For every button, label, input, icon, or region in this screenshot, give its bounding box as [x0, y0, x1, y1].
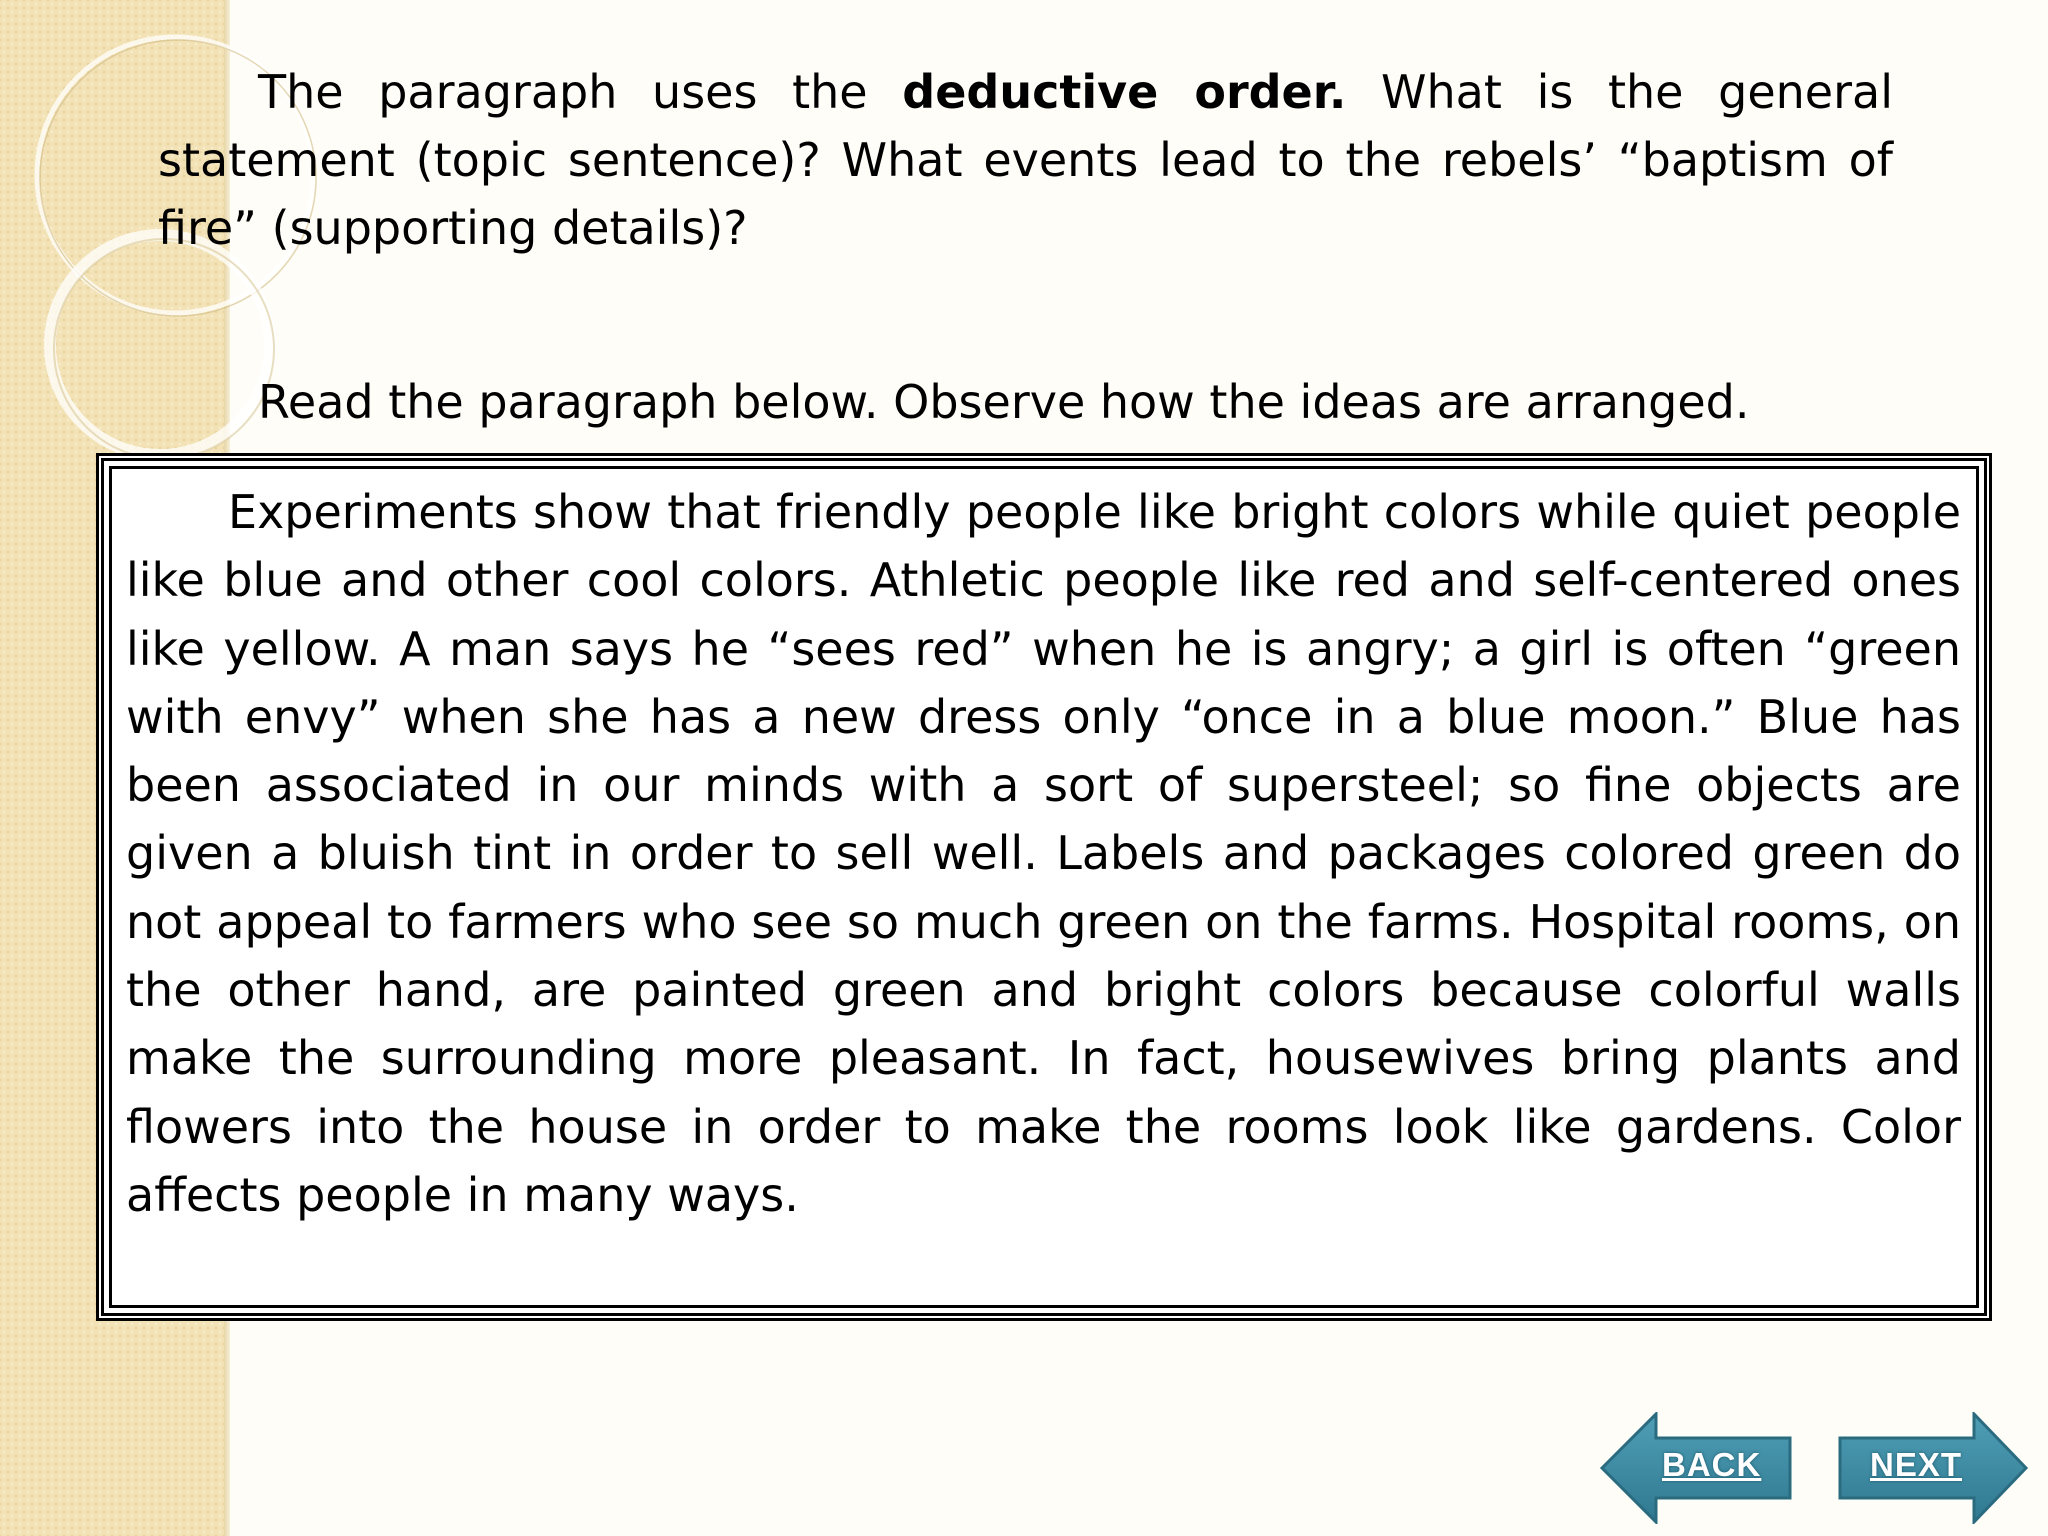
sample-paragraph-text: Experiments show that friendly people like bright colors while quiet people like blue and other cool colors. Athletic people like red and self-centered ones like yellow. A man says he “sees red” when he is angry; a girl is often “green with envy” when she has a new dress only “once in a blue moon.” Blue has been associated in our minds with a sort of supersteel; so fine objects are given a bluish tint in order to sell well. Labels and packages colored green do not appeal to farmers who see so much green on the farms. Hospital rooms, on the other hand, are painted green and bright colors because colorful walls make the surrounding more pleasant. In fact, housewives bring plants and flowers into the house in order to make the rooms look like gardens. Color affects people in many ways. — [126, 485, 1961, 1222]
intro-text-rest: What is the general statement (topic sentence)? What events lead to the rebels’ “baptism of fire” (supporting details)? — [158, 65, 1893, 255]
sample-paragraph — [126, 478, 1961, 1229]
next-button-label: NEXT — [1870, 1446, 1963, 1483]
back-button-label: BACK — [1662, 1446, 1762, 1483]
reading-instruction: Read the paragraph below. Observe how the ideas are arranged. — [258, 375, 1750, 429]
intro-text: The paragraph uses the — [258, 65, 903, 119]
back-button[interactable] — [1600, 1412, 1812, 1524]
deductive-order-emphasis: deductive order. — [902, 65, 1347, 119]
next-button[interactable] — [1836, 1412, 2048, 1524]
intro-question — [158, 58, 1893, 262]
